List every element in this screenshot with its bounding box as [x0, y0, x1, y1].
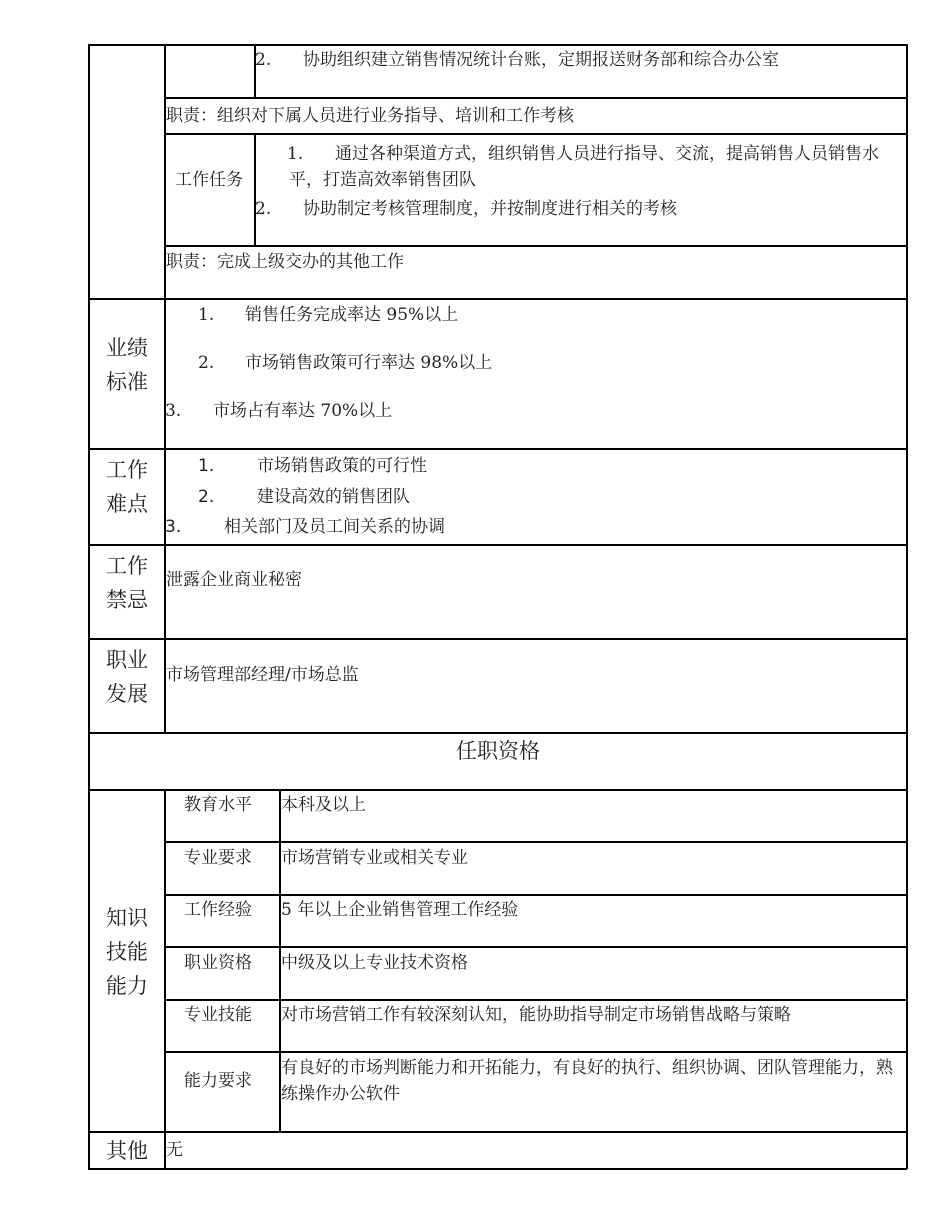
qualification-value: 5 年以上企业销售管理工作经验 [281, 900, 519, 920]
qualification-row-divider [164, 894, 907, 896]
qualification-key: 能力要求 [184, 1071, 252, 1091]
qualification-key: 职业资格 [184, 953, 252, 973]
task-number: 1. [287, 144, 304, 164]
qualification-row-divider [164, 946, 907, 948]
qualification-value: 中级及以上专业技术资格 [281, 953, 468, 973]
performance-item: 1. 销售任务完成率达 95%以上 [198, 305, 459, 325]
task-number: 2. [255, 199, 272, 219]
table-border-top [88, 44, 907, 46]
qualification-title: 任职资格 [456, 739, 540, 763]
task-number: 2. [255, 50, 272, 70]
qualification-key: 教育水平 [184, 795, 252, 815]
duty-text: 职责：完成上级交办的其他工作 [166, 252, 404, 272]
qualification-row-divider [164, 1051, 907, 1053]
row-divider [88, 638, 907, 640]
performance-label: 业绩标准 [106, 336, 148, 394]
duty-text: 职责：组织对下属人员进行业务指导、培训和工作考核 [166, 106, 574, 126]
task-text: 协助制定考核管理制度，并按制度进行相关的考核 [303, 199, 677, 219]
other-text: 无 [166, 1140, 183, 1160]
taboo-label: 工作禁忌 [106, 554, 148, 612]
task-item [255, 196, 677, 222]
task-item [255, 47, 779, 73]
qualification-key: 专业技能 [184, 1005, 252, 1025]
qualification-value: 有良好的市场判断能力和开拓能力，有良好的执行、组织协调、团队管理能力，熟练操作办公软件 [281, 1058, 893, 1104]
qualification-row-divider [164, 841, 907, 843]
performance-item: 2. 市场销售政策可行率达 98%以上 [198, 353, 493, 373]
qualification-key: 专业要求 [184, 848, 252, 868]
row-divider [88, 789, 907, 791]
difficulty-item: 1. 市场销售政策的可行性 [198, 456, 427, 476]
row-divider [164, 133, 907, 135]
table-border-bottom [88, 1168, 907, 1170]
qualification-row-divider [164, 999, 907, 1001]
task-label: 工作任务 [175, 170, 243, 190]
qualification-value: 本科及以上 [281, 795, 366, 815]
row-divider [88, 1131, 907, 1133]
qualification-key: 工作经验 [184, 900, 252, 920]
career-label: 职业发展 [106, 648, 148, 706]
qualification-value: 市场营销专业或相关专业 [281, 848, 468, 868]
task-text: 协助组织建立销售情况统计台账，定期报送财务部和综合办公室 [303, 50, 779, 70]
qualification-value: 对市场营销工作有较深刻认知，能协助指导制定市场销售战略与策略 [281, 1005, 791, 1025]
row-divider [88, 544, 907, 546]
row-divider [88, 298, 907, 300]
performance-item: 3. 市场占有率达 70%以上 [165, 401, 393, 421]
other-label: 其他 [106, 1139, 148, 1163]
difficulty-item: 2. 建设高效的销售团队 [198, 487, 410, 507]
difficulty-label: 工作难点 [106, 458, 148, 516]
difficulty-item: 3. 相关部门及员工间关系的协调 [165, 517, 445, 537]
label-column-divider [164, 44, 166, 733]
row-divider [88, 448, 907, 450]
qualification-label: 知识技能能力 [106, 906, 148, 998]
task-text: 通过各种渠道方式，组织销售人员进行指导、交流，提高销售人员销售水平，打造高效率销售团队 [289, 144, 879, 190]
career-text: 市场管理部经理/市场总监 [166, 665, 359, 685]
row-divider [164, 245, 907, 247]
task-column-divider [254, 134, 256, 246]
taboo-text: 泄露企业商业秘密 [166, 570, 302, 590]
row-divider [164, 97, 907, 99]
